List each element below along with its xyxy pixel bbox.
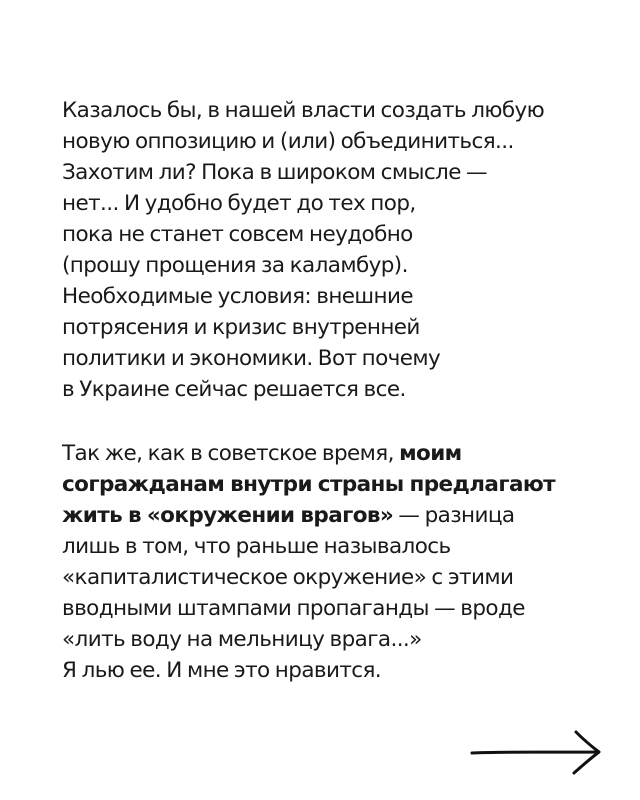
text-line: лишь в том, что раньше называлось [62, 534, 451, 559]
text-line: «лить воду на мельницу врага...» [62, 627, 422, 652]
right-arrow-icon[interactable] [470, 728, 602, 776]
text-line: Захотим ли? Пока в широком смысле — [62, 160, 487, 185]
paragraph-1 [62, 95, 622, 405]
text-line [62, 500, 622, 531]
text-line: Необходимые условия: внешние [62, 284, 413, 309]
text-line: «капиталистическое окружение» с этими [62, 565, 514, 590]
text-line: пока не станет совсем неудобно [62, 222, 413, 247]
text-line: нет... И удобно будет до тех пор, [62, 191, 416, 216]
text-line: в Украине сейчас решается все. [62, 377, 406, 402]
text-line: (прошу прощения за каламбур). [62, 253, 408, 278]
text-line: Казалось бы, в нашей власти создать любую [62, 98, 545, 123]
text-line: Я лью ее. И мне это нравится. [62, 658, 382, 683]
text-line: потрясения и кризис внутренней [62, 315, 420, 340]
text-line: политики и экономики. Вот почему [62, 346, 441, 371]
text-plain: Так же, как в советское время, [62, 441, 400, 466]
paragraph-2 [62, 438, 622, 686]
text-line: новую оппозицию и (или) объединиться... [62, 129, 514, 154]
text-plain: — разница [393, 503, 515, 528]
text-bold: жить в «окружении врагов» [62, 503, 394, 528]
text-bold: моим [399, 441, 462, 466]
text-line [62, 438, 622, 469]
text-line: вводными штампами пропаганды — вроде [62, 596, 525, 621]
text-line-bold: согражданам внутри страны предлагают [62, 472, 556, 497]
